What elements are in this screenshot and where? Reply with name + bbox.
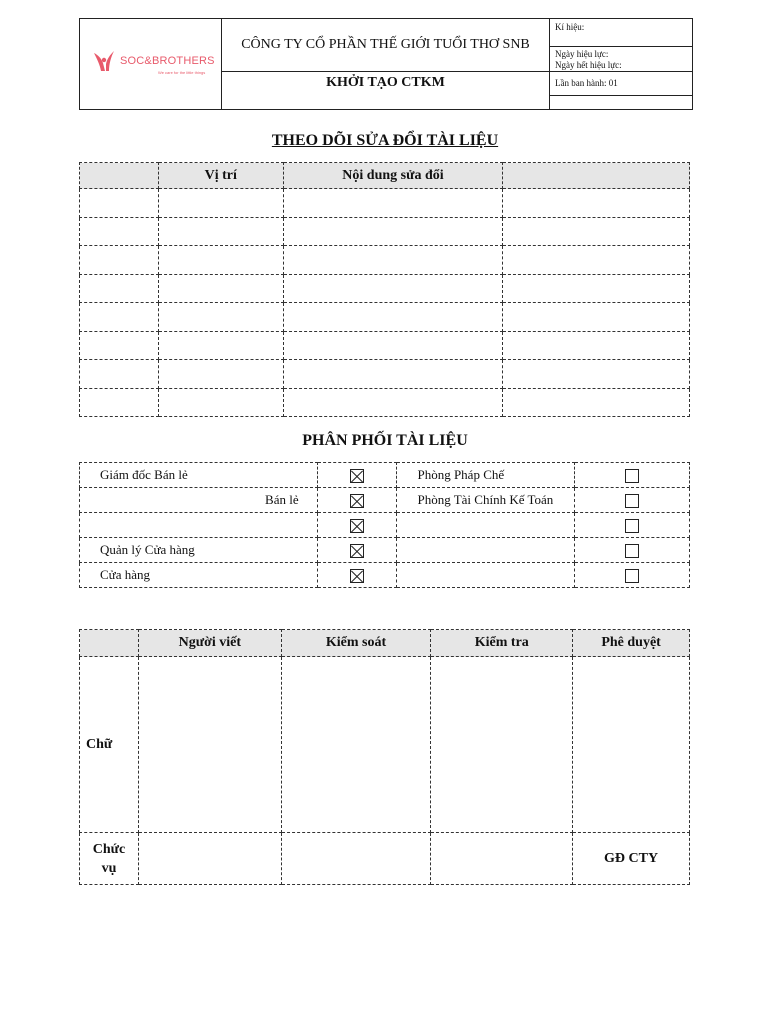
- position-row: [80, 833, 690, 885]
- checkbox-unchecked[interactable]: [625, 469, 639, 483]
- position-cell[interactable]: [138, 833, 281, 885]
- recipient-label: [397, 538, 575, 563]
- recipient-label: Phòng Pháp Chế: [397, 463, 575, 488]
- logo-tagline: We care for the little things: [158, 70, 206, 75]
- checkbox-checked[interactable]: [350, 519, 364, 533]
- signature-box[interactable]: [281, 657, 431, 833]
- table-row: [80, 274, 690, 303]
- recipient-label: Quản lý Cửa hàng: [80, 538, 318, 563]
- signature-col-header: Kiểm soát: [281, 630, 431, 657]
- revision-col-header: [503, 163, 690, 189]
- checkbox-checked[interactable]: [350, 544, 364, 558]
- signature-col-header: Kiểm tra: [431, 630, 573, 657]
- position-cell[interactable]: [281, 833, 431, 885]
- table-row: [80, 246, 690, 275]
- distribution-section-title: PHÂN PHỐI TÀI LIỆU: [302, 432, 468, 449]
- distribution-row: [80, 563, 690, 588]
- recipient-label: Bán lẻ: [80, 488, 318, 513]
- signature-header-row: [80, 630, 690, 657]
- revision-header-row: [80, 163, 690, 189]
- signature-row-label: Chữ: [80, 657, 139, 833]
- header-meta-cell: [550, 19, 692, 109]
- signature-box[interactable]: [431, 657, 573, 833]
- recipient-label: Cửa hàng: [80, 563, 318, 588]
- distribution-row: [80, 538, 690, 563]
- checkbox-unchecked[interactable]: [625, 544, 639, 558]
- table-row: [80, 189, 690, 218]
- signature-col-header: Người viết: [138, 630, 281, 657]
- checkbox-checked[interactable]: [350, 569, 364, 583]
- signature-table: [79, 629, 690, 885]
- ngay-het-hieu-luc-label: Ngày hết hiệu lực:: [550, 59, 692, 72]
- checkbox-unchecked[interactable]: [625, 494, 639, 508]
- position-cell[interactable]: [431, 833, 573, 885]
- signature-col-header: [80, 630, 139, 657]
- table-row: [80, 388, 690, 417]
- ngay-hieu-luc-label: Ngày hiệu lực:: [555, 49, 609, 59]
- document-header: [79, 18, 693, 110]
- recipient-label: Phòng Tài Chính Kế Toán: [397, 488, 575, 513]
- document-title: KHỞI TẠO CTKM: [326, 75, 445, 90]
- ki-hieu-label: Kí hiệu:: [550, 19, 692, 47]
- checkbox-unchecked[interactable]: [625, 569, 639, 583]
- position-label-line1: Chức: [92, 841, 126, 857]
- checkbox-checked[interactable]: [350, 469, 364, 483]
- checkbox-checked[interactable]: [350, 494, 364, 508]
- distribution-table: [79, 462, 690, 588]
- signature-box[interactable]: [573, 657, 690, 833]
- header-empty-row: [550, 96, 692, 109]
- recipient-label: Giám đốc Bán lẻ: [80, 463, 318, 488]
- revision-col-header: [80, 163, 159, 189]
- position-row-label: [80, 833, 139, 885]
- signature-box[interactable]: [138, 657, 281, 833]
- table-row: [80, 303, 690, 332]
- distribution-row: [80, 513, 690, 538]
- distribution-row: [80, 488, 690, 513]
- recipient-label: [80, 513, 318, 538]
- lan-ban-hanh-label: Lần ban hành: 01: [550, 72, 692, 96]
- signature-row: [80, 657, 690, 833]
- approver-position: GĐ CTY: [573, 833, 690, 885]
- company-name: CÔNG TY CỔ PHẦN THẾ GIỚI TUỔI THƠ SNB: [222, 19, 549, 72]
- table-row: [80, 360, 690, 389]
- checkbox-unchecked[interactable]: [625, 519, 639, 533]
- revision-section-title: THEO DÕI SỬA ĐỔI TÀI LIỆU: [271, 132, 499, 149]
- logo-cell: [80, 19, 222, 109]
- revision-table: [79, 162, 690, 417]
- soc-brothers-logo-icon: [92, 49, 116, 73]
- recipient-label: [397, 513, 575, 538]
- table-row: [80, 217, 690, 246]
- signature-col-header: Phê duyệt: [573, 630, 690, 657]
- revision-col-header: Vị trí: [158, 163, 283, 189]
- logo-text: SOC&BROTHERS: [120, 55, 215, 67]
- recipient-label: [397, 563, 575, 588]
- table-row: [80, 331, 690, 360]
- revision-col-header: Nội dung sửa đổi: [283, 163, 503, 189]
- position-label-line2: vụ: [101, 860, 117, 876]
- distribution-row: [80, 463, 690, 488]
- header-title-cell: [222, 19, 550, 109]
